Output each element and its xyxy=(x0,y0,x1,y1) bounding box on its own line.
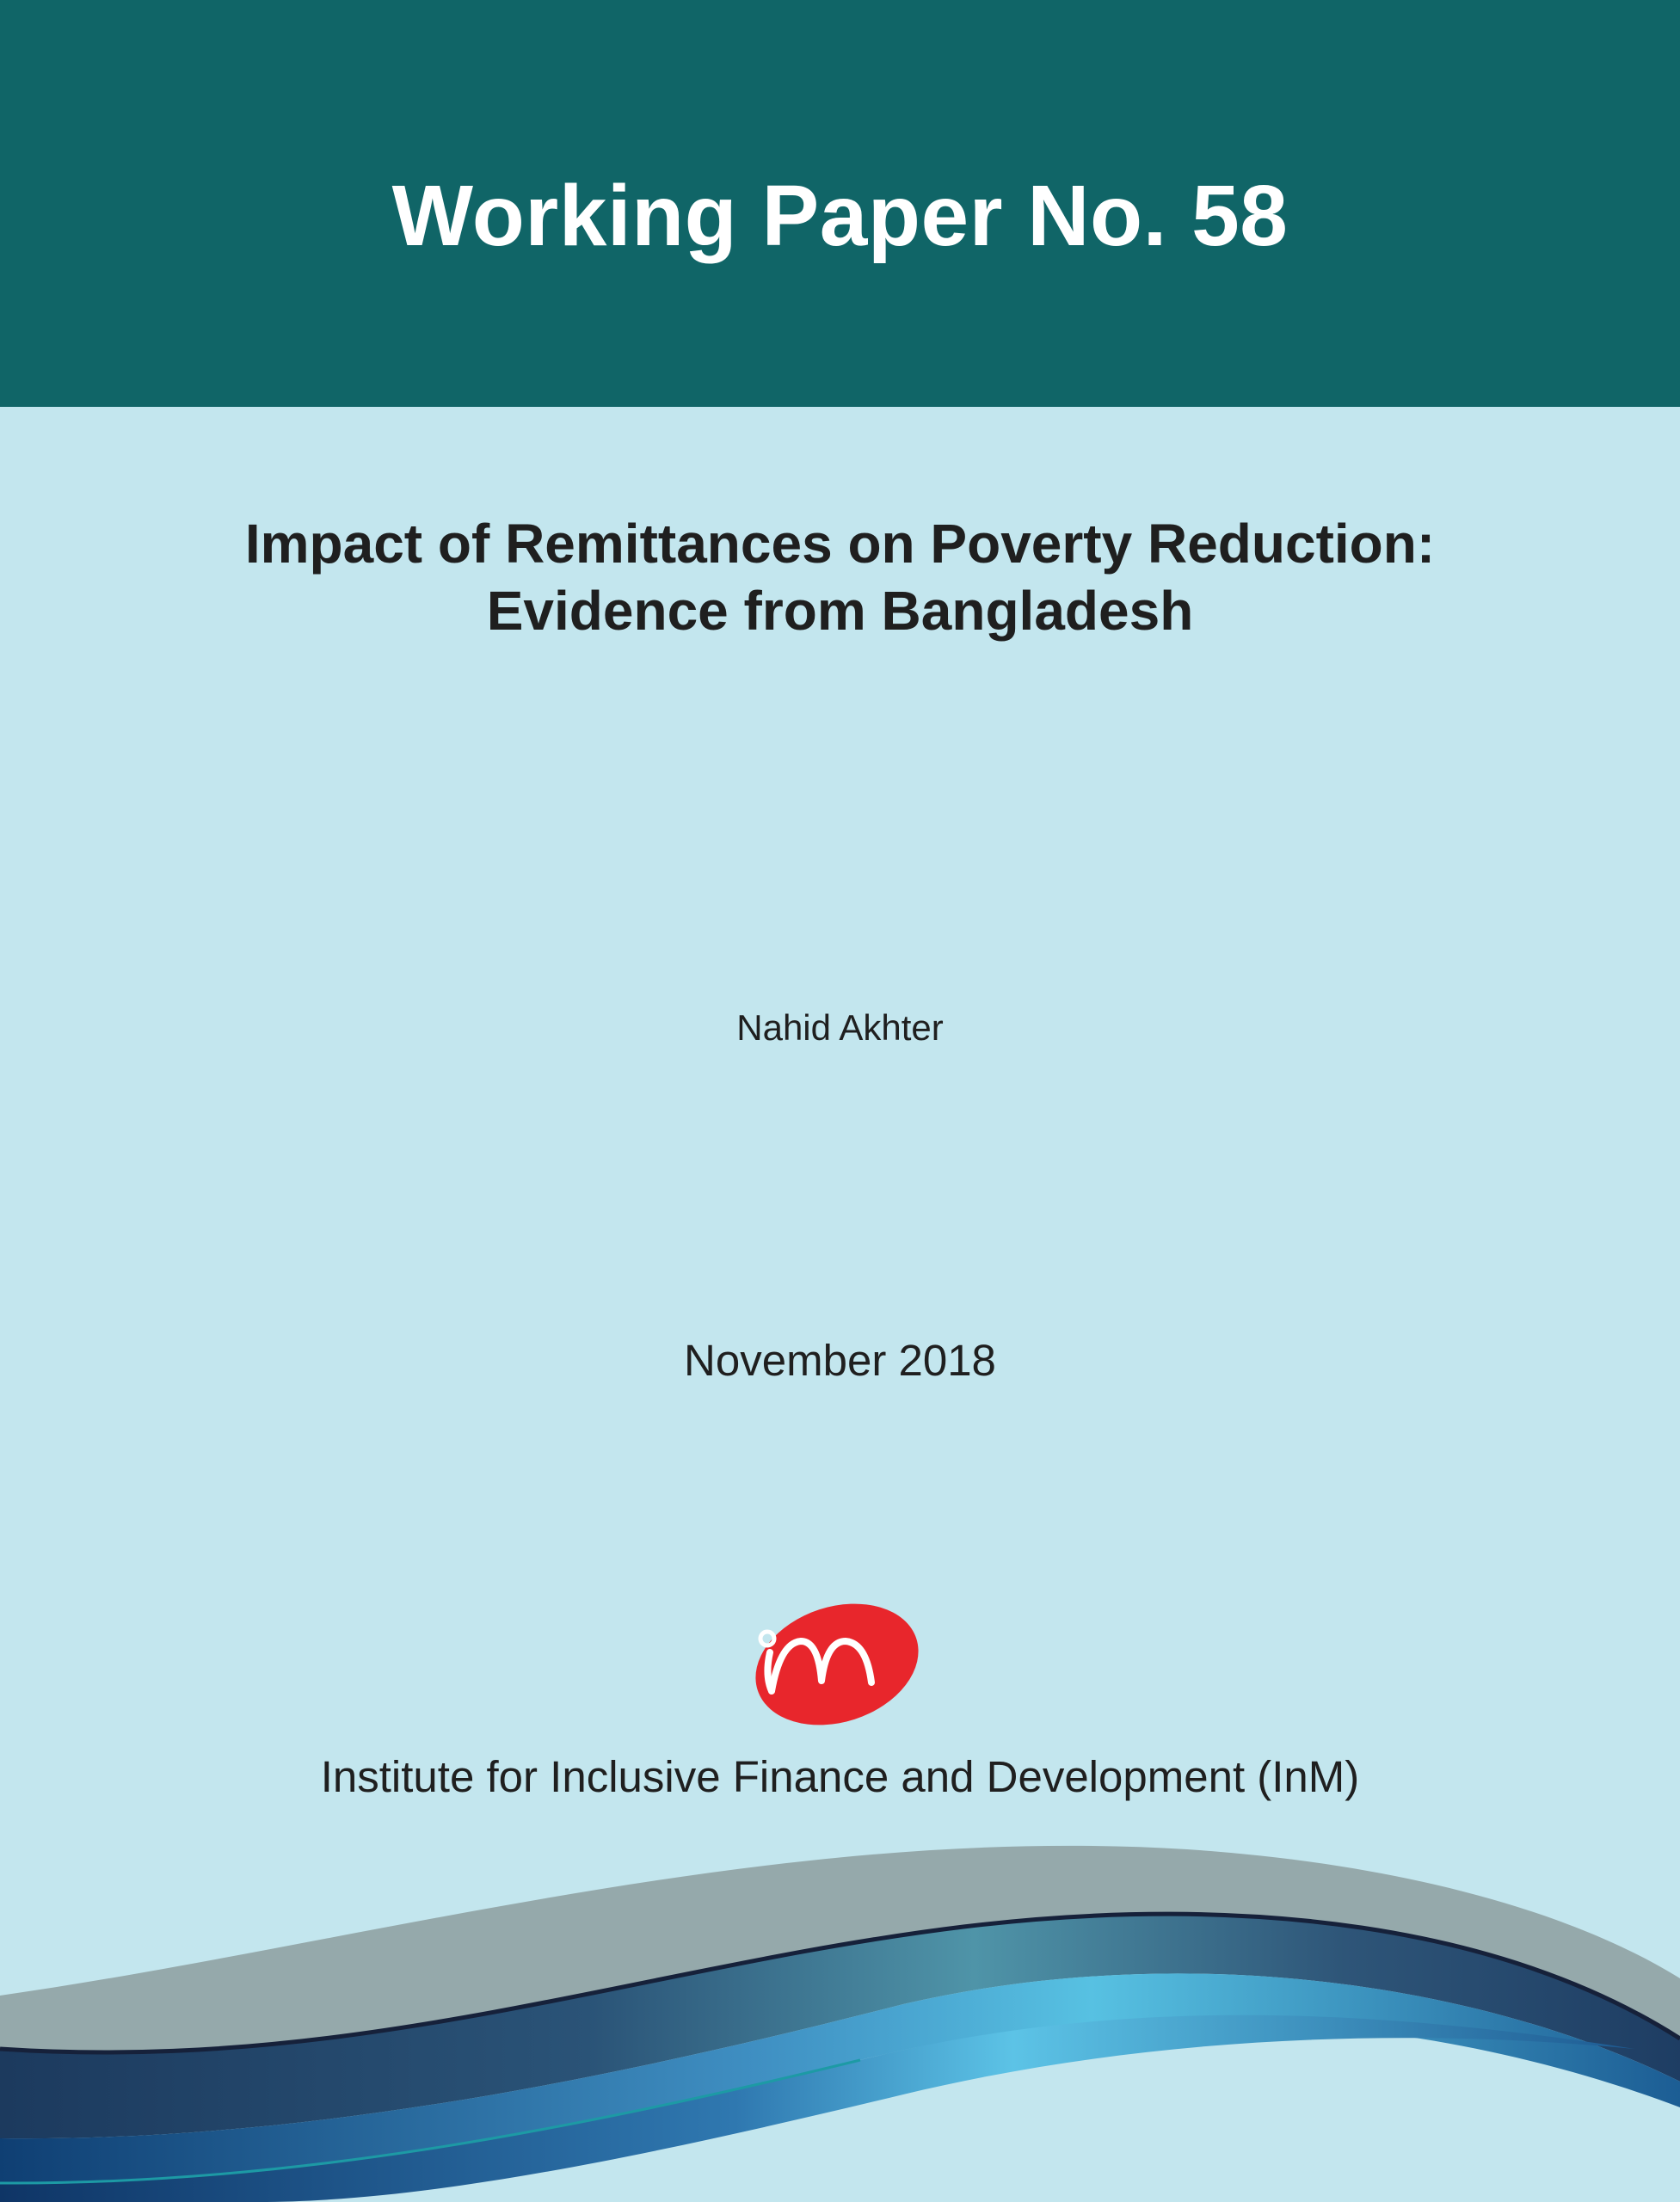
paper-title-line-2: Evidence from Bangladesh xyxy=(486,580,1194,642)
institute-name: Institute for Inclusive Finance and Development (InM) xyxy=(320,1752,1360,1801)
decorative-waves xyxy=(0,1824,1680,2202)
author-name: Nahid Akhter xyxy=(736,1007,944,1048)
header-band xyxy=(0,0,1680,407)
logo-dot xyxy=(760,1632,774,1645)
paper-title-line-1: Impact of Remittances on Poverty Reduction: xyxy=(244,513,1436,575)
series-title: Working Paper No. 58 xyxy=(391,168,1289,264)
paper-title xyxy=(129,510,1551,644)
inm-logo xyxy=(751,1598,923,1727)
publication-date: November 2018 xyxy=(684,1336,996,1385)
